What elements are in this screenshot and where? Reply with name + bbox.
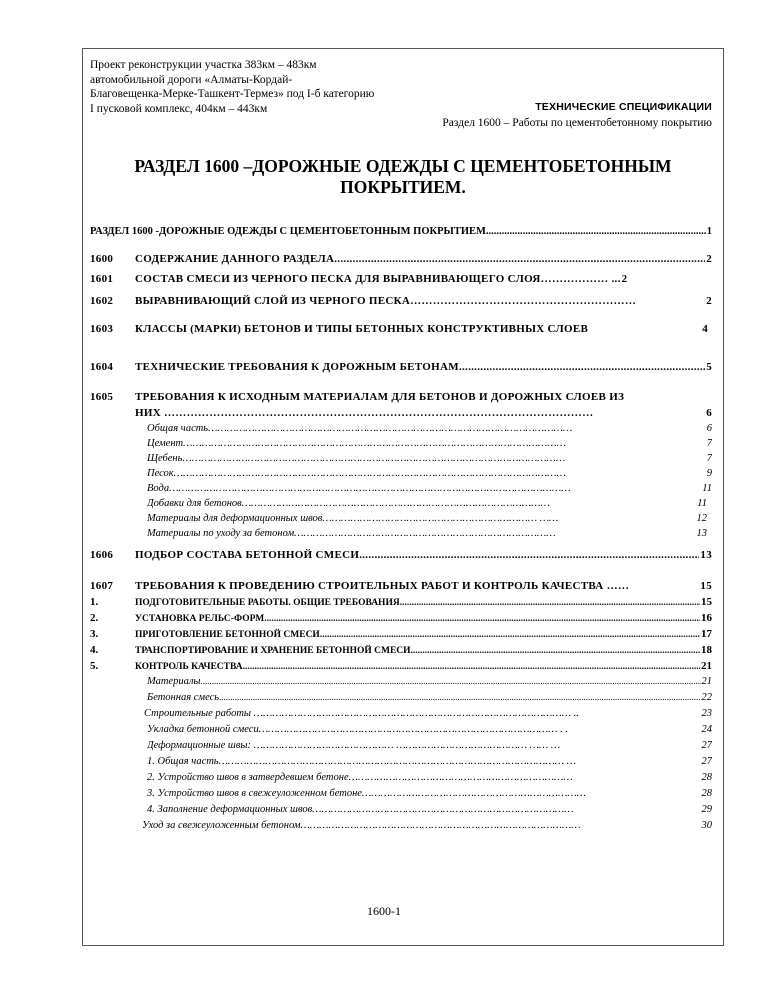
toc-page: 30 [701,820,712,831]
toc-number: 3. [90,628,99,640]
toc-entry[interactable] [90,226,712,237]
toc-subentry[interactable] [147,468,712,479]
toc-leader [320,630,700,640]
toc-entry[interactable] [90,253,712,265]
toc-entry-text: Уход за свежеуложенным бетоном……………………………………………………………………………… [142,820,581,831]
toc-entry-continuation[interactable] [135,407,712,419]
toc-number: 1606 [90,549,114,561]
toc-entry-text: Добавки для бетонов……………………………………………………………………………………… [147,498,550,509]
toc-subentry[interactable] [147,724,712,735]
toc-subentry[interactable] [147,528,707,539]
toc-entry-text: СОСТАВ СМЕСИ ИЗ ЧЕРНОГО ПЕСКА ДЛЯ ВЫРАВНИВАЮЩЕГО СЛОЯ……………… ... [135,273,621,285]
document-title [90,156,716,198]
toc-entry-text: Укладка бетонной смеси…………………………………………………………………………………… . . [147,724,568,735]
toc-number: 4. [90,644,99,656]
toc-page: 1 [706,226,712,237]
title-line: РАЗДЕЛ 1600 –ДОРОЖНЫЕ ОДЕЖДЫ С ЦЕМЕНТОБЕТОННЫМ [134,156,672,176]
toc-page: 12 [696,513,707,524]
toc-entry-text: Материалы [147,676,201,687]
toc-leader [459,361,705,373]
toc-number: 1605 [90,391,114,403]
toc-entry-text: Бетонная смесь [147,692,220,703]
toc-entry-text: Материалы по уходу за бетоном………………………………………………………………………… [147,528,556,539]
toc-page: 28 [701,772,712,783]
toc-entry-text: Деформационные швы: ……………………………………… …………………………………… …… … [147,740,561,751]
toc-page: 18 [701,644,712,656]
title-line: ПОКРЫТИЕМ. [340,177,466,197]
toc-subentry[interactable] [147,676,712,687]
toc-number: 5. [90,660,99,672]
toc-subentry[interactable] [147,756,712,767]
toc-number: 1604 [90,361,114,373]
toc-entry-text: Строительные работы ………………………………………………………………………………………… .. [144,708,579,719]
toc-leader [243,662,700,672]
toc-page: 27 [701,740,712,751]
header-line: I пусковой комплекс, 404км – 443км [90,102,268,115]
toc-number: 1607 [90,580,114,592]
toc-page: 15 [701,596,712,608]
toc-entry-text: 4. Заполнение деформационных швов………………………………………………………………………… [147,804,574,815]
toc-leader [486,226,706,237]
toc-page: 16 [701,612,712,624]
toc-entry[interactable] [90,549,712,561]
toc-page: 24 [701,724,712,735]
toc-entry[interactable] [90,361,712,373]
toc-entry-text: ВЫРАВНИВАЮЩИЙ СЛОЙ ИЗ ЧЕРНОГО ПЕСКА…………………………………………………… [135,295,637,307]
toc-subentry[interactable] [147,740,712,751]
toc-entry-text: КОНТРОЛЬ КАЧЕСТВА [135,662,243,672]
header-line: автомобильной дороги «Алматы-Кордай- [90,73,293,86]
toc-entry-text: СОДЕРЖАНИЕ ДАННОГО РАЗДЕЛА [135,253,335,265]
toc-entry-text: Цемент…………………………………………………………………………………………………………… [147,438,566,449]
toc-number: 1602 [90,295,114,307]
toc-number: 1601 [90,273,114,285]
toc-entry-text: ПОДБОР СОСТАВА БЕТОННОЙ СМЕСИ [135,549,360,561]
toc-page: 11 [697,498,707,509]
toc-entry-text: Общая часть……………………………………………………………………………………………………… [147,423,573,434]
toc-subentry[interactable] [147,423,712,434]
toc-entry[interactable] [90,596,712,608]
toc-page: 21 [701,676,712,687]
toc-entry[interactable] [90,323,712,335]
toc-page: 2 [706,295,712,307]
toc-page: 5 [706,361,712,373]
toc-entry-text: ТРАНСПОРТИРОВАНИЕ И ХРАНЕНИЕ БЕТОННОЙ СМЕСИ [135,646,411,656]
project-header [90,58,374,116]
toc-entry[interactable] [90,612,712,624]
toc-subentry[interactable] [144,708,712,719]
toc-page: 27 [701,756,712,767]
toc-entry[interactable] [90,391,712,403]
toc-page: 4 [702,323,708,335]
toc-page: 21 [701,660,712,672]
toc-entry[interactable] [90,644,712,656]
toc-entry-text: НИХ …………………………………………………………………………………………………… [135,407,594,419]
toc-entry-text: Щебень…………………………………………………………………………………………………………… [147,453,566,464]
toc-subentry[interactable] [147,498,707,509]
toc-subentry[interactable] [147,438,712,449]
toc-entry-text: КЛАССЫ (МАРКИ) БЕТОНОВ И ТИПЫ БЕТОННЫХ КОНСТРУКТИВНЫХ СЛОЕВ [135,323,589,335]
toc-page: 17 [701,628,712,640]
toc-entry-text: ПОДГОТОВИТЕЛЬНЫЕ РАБОТЫ. ОБЩИЕ ТРЕБОВАНИЯ [135,598,400,608]
toc-page: 6 [706,407,712,419]
toc-entry-text: ТРЕБОВАНИЯ К ИСХОДНЫМ МАТЕРИАЛАМ ДЛЯ БЕТОНОВ И ДОРОЖНЫХ СЛОЕВ ИЗ [135,391,625,403]
toc-entry-text: ТРЕБОВАНИЯ К ПРОВЕДЕНИЮ СТРОИТЕЛЬНЫХ РАБОТ И КОНТРОЛЬ КАЧЕСТВА …… [135,580,630,592]
toc-subentry[interactable] [142,820,712,831]
toc-subentry[interactable] [147,804,712,815]
toc-entry-text: 2. Устройство швов в затвердевшем бетоне……………………………………………………………… [147,772,573,783]
toc-page: 11 [702,483,712,494]
spec-subtitle: Раздел 1600 – Работы по цементобетонному покрытию [442,117,712,129]
toc-entry[interactable] [90,628,712,640]
toc-leader [201,676,701,686]
toc-subentry[interactable] [147,483,712,494]
toc-page: 22 [701,692,712,703]
toc-page: 2 [706,253,712,265]
toc-entry-text: 1. Общая часть………………………………………………………………………………………………… … [147,756,576,767]
toc-subentry[interactable] [147,692,712,703]
toc-page: 13 [700,549,712,561]
toc-entry[interactable] [90,660,712,672]
toc-entry-text: УСТАНОВКА РЕЛЬС-ФОРМ [135,614,265,624]
toc-entry-text: РАЗДЕЛ 1600 -ДОРОЖНЫЕ ОДЕЖДЫ С ЦЕМЕНТОБЕТОННЫМ ПОКРЫТИЕМ [90,226,486,237]
toc-entry-text: Материалы для деформационных швов…………………………………………………………… …… [147,513,559,524]
toc-leader [264,614,700,624]
toc-number: 1600 [90,253,114,265]
toc-page: 6 [706,423,712,434]
header-line: Проект реконструкции участка 383км – 483км [90,59,317,71]
toc-entry-text: Песок……………………………………………………………………………………………………………… [147,468,566,479]
toc-subentry[interactable] [147,453,712,464]
toc-leader [334,253,705,265]
toc-page: 13 [696,528,707,539]
toc-number: 2. [90,612,99,624]
toc-leader [219,692,700,702]
toc-entry-text: ТЕХНИЧЕСКИЕ ТРЕБОВАНИЯ К ДОРОЖНЫМ БЕТОНАМ [135,361,459,373]
toc-subentry[interactable] [147,788,712,799]
toc-entry[interactable] [90,273,710,285]
toc-entry-text: 3. Устройство швов в свежеуложенном бетоне……………………………………………………………… [147,788,587,799]
toc-leader [411,646,700,656]
toc-page: 7 [706,438,712,449]
toc-page: 23 [701,708,712,719]
toc-number: 1. [90,596,99,608]
toc-page: 9 [706,468,712,479]
header-line: Благовещенка-Мерке-Ташкент-Термез» под I-б категорию [90,88,375,100]
toc-page: 2 [621,273,628,285]
toc-entry-text: Вода………………………………………………………………………………………………………………… [147,483,571,494]
toc-entry[interactable] [90,295,712,307]
toc-entry-text: ПРИГОТОВЛЕНИЕ БЕТОННОЙ СМЕСИ [135,630,320,640]
toc-page: 7 [706,453,712,464]
page-number: 1600-1 [367,904,401,918]
toc-page: 15 [700,580,712,592]
spec-title: ТЕХНИЧЕСКИЕ СПЕЦИФИКАЦИИ [535,101,712,113]
toc-page: 28 [701,788,712,799]
toc-leader [359,549,699,561]
toc-subentry[interactable] [147,772,712,783]
toc-leader [400,598,700,608]
toc-page: 29 [701,804,712,815]
toc-number: 1603 [90,323,114,335]
toc-subentry[interactable] [147,513,707,524]
toc-entry[interactable] [90,580,712,592]
